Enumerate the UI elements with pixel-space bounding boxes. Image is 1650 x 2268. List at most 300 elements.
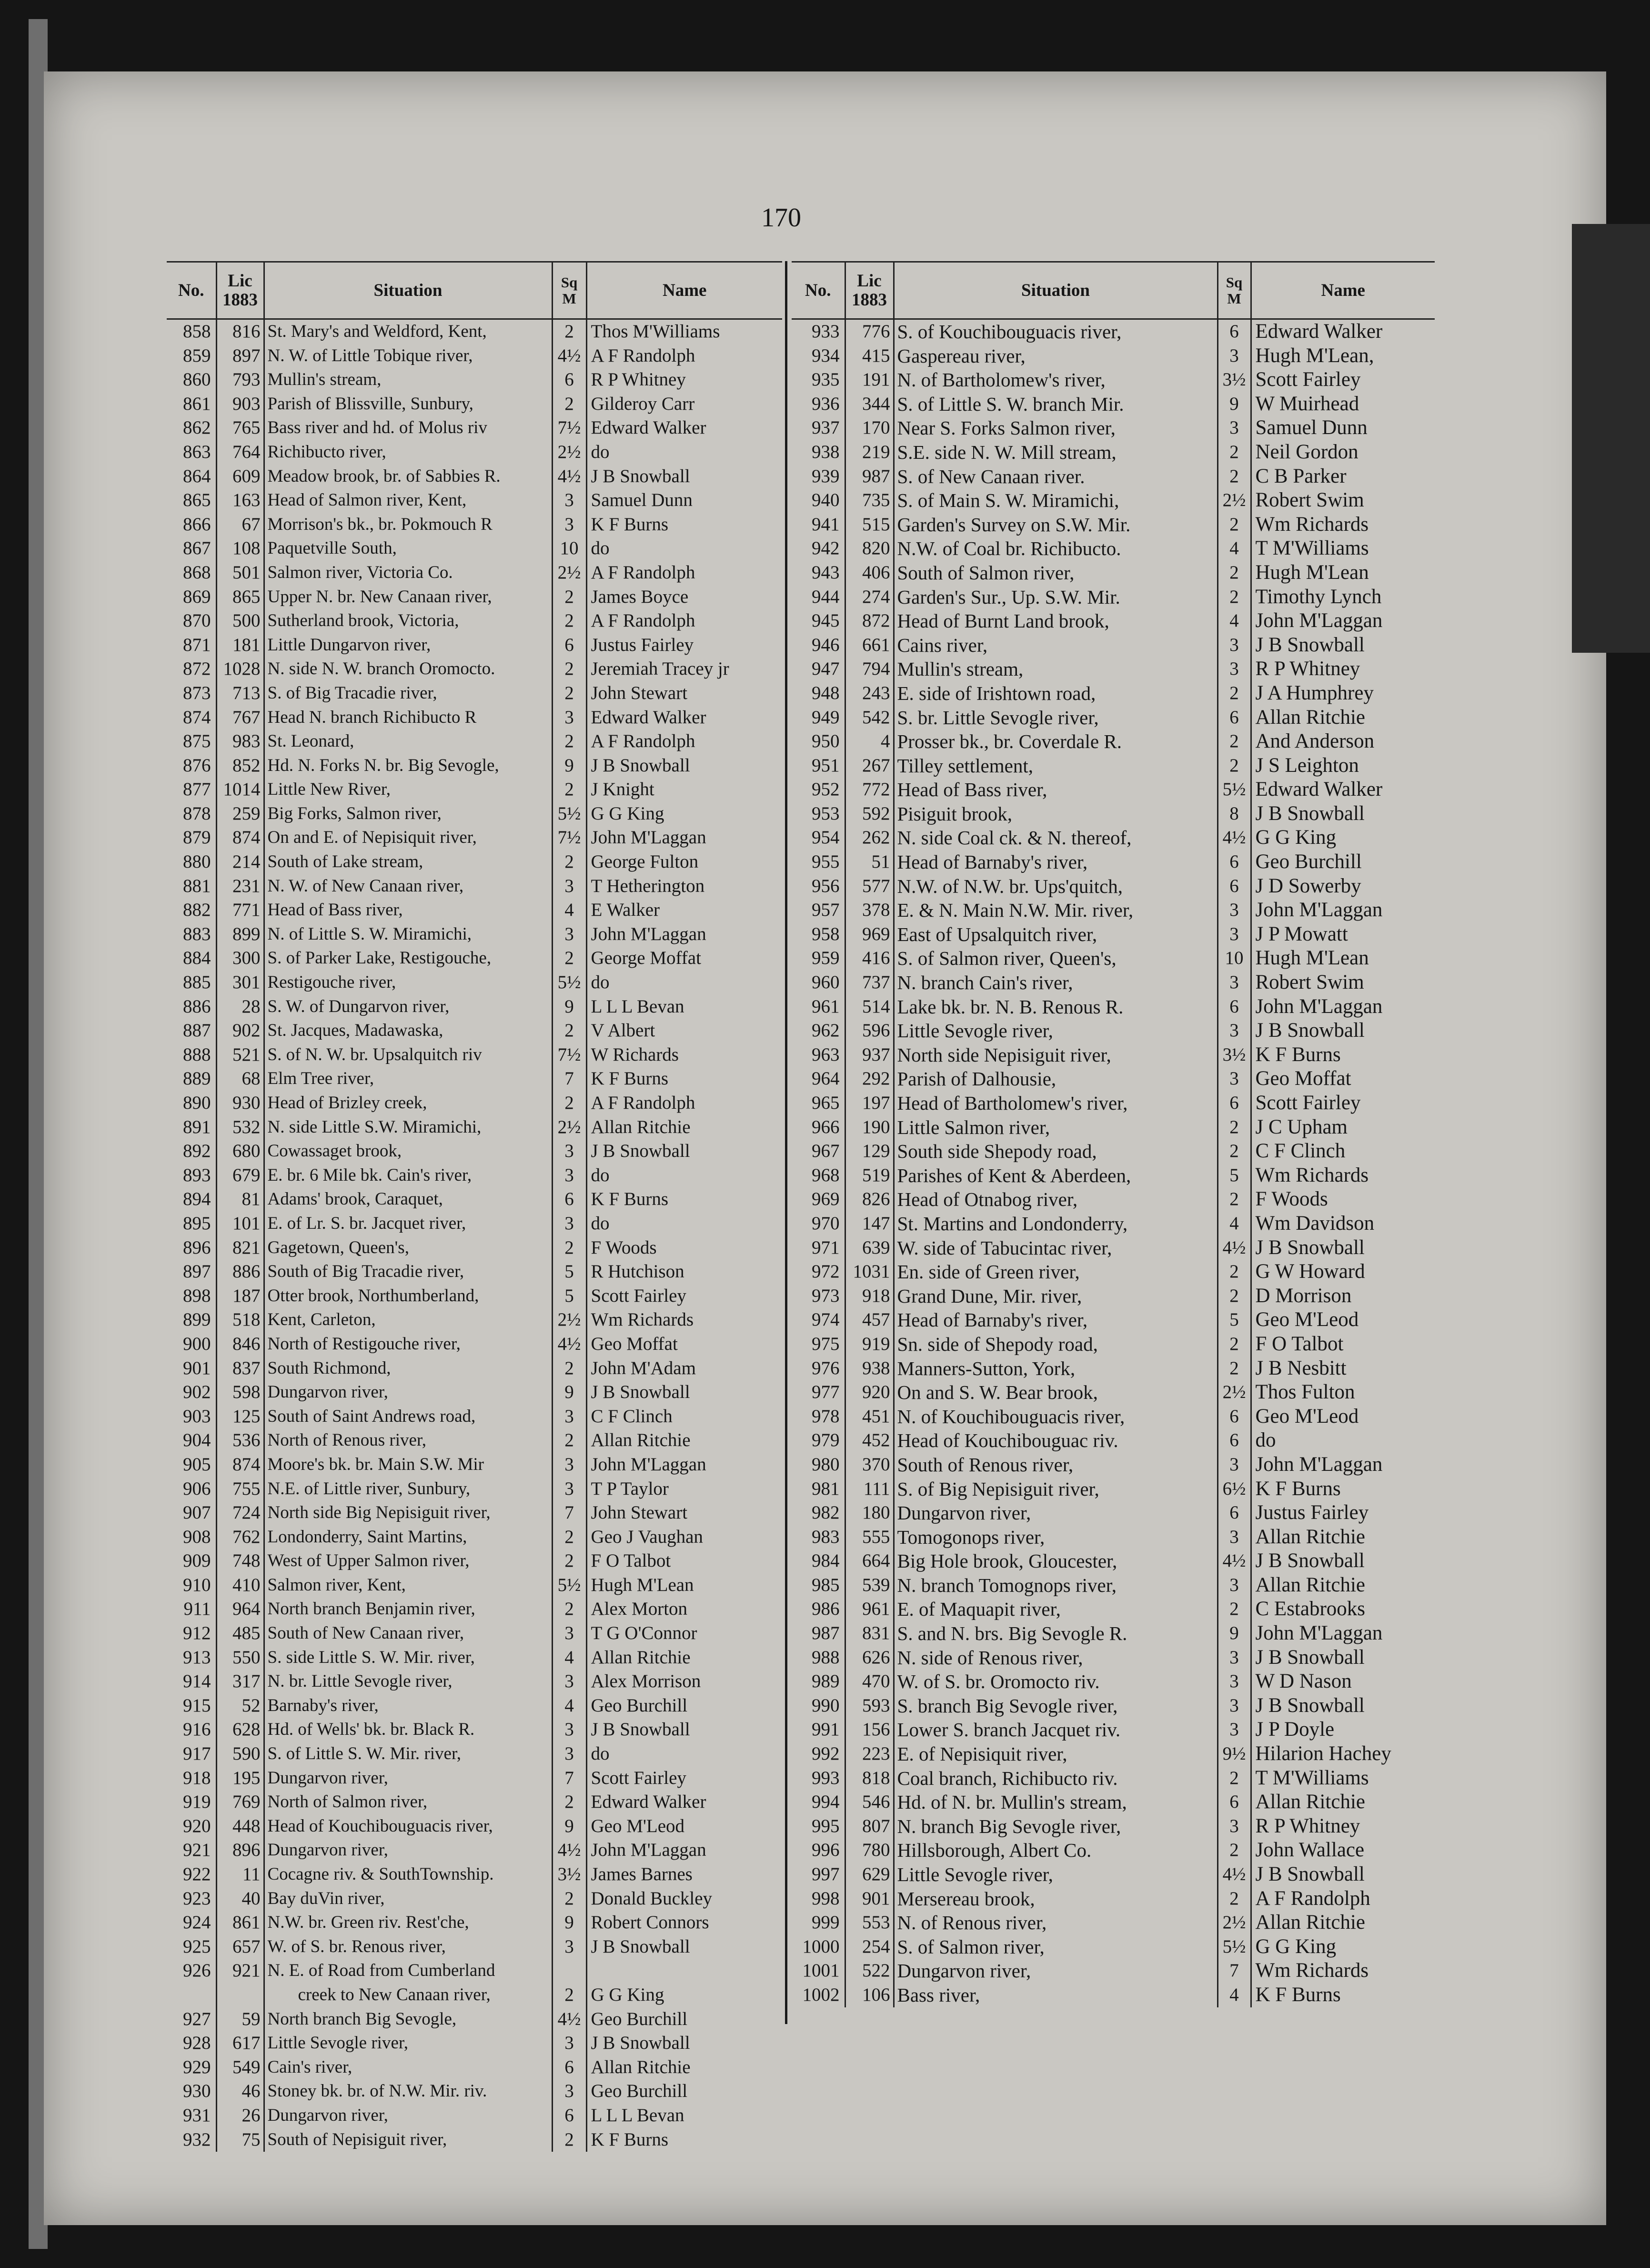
table-row [167, 1790, 782, 1814]
table-row [792, 778, 1435, 802]
entry-number: 906 [167, 1477, 216, 1501]
entry-number: 997 [792, 1863, 845, 1887]
licensee-name: J P Doyle [1255, 1718, 1335, 1741]
licensee-name: J B Nesbitt [1255, 1357, 1347, 1379]
license-number: 846 [216, 1332, 264, 1357]
square-miles: 3 [552, 488, 586, 513]
license-number: 899 [216, 922, 264, 947]
license-number: 964 [216, 1597, 264, 1621]
licensee-name: Jeremiah Tracey jr [591, 658, 729, 679]
table-row [792, 1983, 1435, 2007]
license-number: 938 [845, 1357, 894, 1381]
square-miles: 4½ [552, 2007, 586, 2032]
square-miles: 3 [552, 1405, 586, 1429]
entry-number: 948 [792, 681, 845, 706]
situation: Head N. branch Richibucto R [264, 706, 552, 730]
entry-number: 944 [792, 585, 845, 609]
table-row [792, 465, 1435, 489]
license-number: 108 [216, 537, 264, 561]
license-number: 820 [845, 537, 894, 561]
situation: S.E. side N. W. Mill stream, [894, 440, 1217, 465]
square-miles: 9 [552, 1911, 586, 1935]
table-row [167, 1405, 782, 1429]
table-row [167, 1332, 782, 1357]
header-sq: Sq M [1217, 262, 1251, 319]
licensee-name: Thos M'Williams [591, 321, 720, 342]
licensee-name: Wm Richards [1255, 1959, 1369, 1982]
license-number: 826 [845, 1187, 894, 1212]
situation: On and S. W. Bear brook, [894, 1380, 1217, 1405]
entry-number: 882 [167, 898, 216, 922]
square-miles: 2 [1217, 1766, 1251, 1791]
situation: Manners-Sutton, York, [894, 1357, 1217, 1381]
situation: Dungarvon river, [264, 1380, 552, 1405]
license-number: 231 [216, 874, 264, 899]
license-number: 500 [216, 609, 264, 633]
situation: East of Upsalquitch river, [894, 922, 1217, 947]
entry-number: 999 [792, 1911, 845, 1935]
licensee-name: Scott Fairley [591, 1285, 686, 1306]
license-number: 1028 [216, 657, 264, 681]
square-miles: 6 [1217, 706, 1251, 730]
licensee-name: T Hetherington [591, 875, 705, 896]
table-row [167, 1477, 782, 1501]
licensee-name: Allan Ritchie [591, 1116, 691, 1137]
entry-number: 947 [792, 657, 845, 681]
entry-number: 909 [167, 1549, 216, 1573]
license-number: 765 [216, 416, 264, 440]
situation: N. W. of Little Tobique river, [264, 344, 552, 368]
situation: Head of Otnabog river, [894, 1187, 1217, 1212]
situation: S. of New Canaan river. [894, 465, 1217, 489]
table-row [792, 754, 1435, 778]
entry-number: 888 [167, 1043, 216, 1067]
license-number: 28 [216, 995, 264, 1019]
license-number: 378 [845, 898, 894, 922]
square-miles: 4½ [552, 344, 586, 368]
situation: Bass river and hd. of Molus riv [264, 416, 552, 440]
entry-number: 876 [167, 754, 216, 778]
license-number: 987 [845, 465, 894, 489]
entry-number: 872 [167, 657, 216, 681]
situation: Dungarvon river, [264, 1766, 552, 1791]
situation: Garden's Sur., Up. S.W. Mir. [894, 585, 1217, 609]
licensee-name: J B Snowball [1255, 1236, 1365, 1259]
license-number: 748 [216, 1549, 264, 1573]
situation: E. of Nepisiquit river, [894, 1742, 1217, 1766]
situation: Barnaby's river, [264, 1694, 552, 1718]
entry-number: 993 [792, 1766, 845, 1791]
licensee-name: T P Taylor [591, 1478, 669, 1499]
situation: Head of Burnt Land brook, [894, 609, 1217, 633]
square-miles: 6 [1217, 1501, 1251, 1525]
license-number: 609 [216, 465, 264, 489]
licensee-name: J Knight [591, 779, 654, 800]
license-number: 219 [845, 440, 894, 465]
situation: Hd. of Wells' bk. br. Black R. [264, 1718, 552, 1742]
situation: Head of Bass river, [894, 778, 1217, 802]
licensee-name: A F Randolph [1255, 1887, 1370, 1910]
situation: Hd. of N. br. Mullin's stream, [894, 1790, 1217, 1814]
licensee-name: do [591, 1213, 610, 1234]
entry-number: 938 [792, 440, 845, 465]
situation: North of Restigouche river, [264, 1332, 552, 1357]
license-number: 771 [216, 898, 264, 922]
table-row [792, 1260, 1435, 1284]
situation: N. side N. W. branch Oromocto. [264, 657, 552, 681]
licensee-name: L L L Bevan [591, 2105, 684, 2126]
square-miles: 6 [1217, 319, 1251, 344]
table-row [792, 633, 1435, 658]
situation: South of New Canaan river, [264, 1621, 552, 1646]
licensee-name: G G King [1255, 826, 1337, 849]
table-row [167, 344, 782, 368]
licensee-name: J B Snowball [591, 466, 690, 486]
licensee-name: T M'Williams [1255, 537, 1369, 560]
situation: S. W. of Dungarvon river, [264, 995, 552, 1019]
entry-number: 926 [167, 1959, 216, 1983]
column-divider [785, 261, 787, 2024]
situation: Lower S. branch Jacquet riv. [894, 1718, 1217, 1742]
table-row [167, 1718, 782, 1742]
square-miles: 9 [552, 1814, 586, 1839]
licensee-name: Edward Walker [1255, 778, 1383, 801]
license-number: 190 [845, 1115, 894, 1140]
licensee-name: J A Humphrey [1255, 681, 1374, 704]
situation: Bay duVin river, [264, 1887, 552, 1911]
licensee-name: Allan Ritchie [1255, 1791, 1365, 1813]
entry-number: 930 [167, 2079, 216, 2104]
entry-number: 914 [167, 1670, 216, 1694]
table-row [792, 1428, 1435, 1453]
situation: South of Big Tracadie river, [264, 1260, 552, 1284]
license-number: 267 [845, 754, 894, 778]
licensee-name: J C Upham [1255, 1115, 1348, 1138]
situation: On and E. of Nepisiquit river, [264, 826, 552, 850]
table-row [792, 1911, 1435, 1935]
situation: Dungarvon river, [264, 1838, 552, 1863]
licensee-name: do [591, 1743, 610, 1764]
table-row [167, 754, 782, 778]
entry-number: 980 [792, 1453, 845, 1477]
entry-number: 952 [792, 778, 845, 802]
licensee-name: Hugh M'Lean [1255, 561, 1369, 584]
license-number: 553 [845, 1911, 894, 1935]
licensee-name: F Woods [1255, 1188, 1328, 1211]
square-miles: 2 [552, 1236, 586, 1260]
table-row [792, 802, 1435, 826]
square-miles: 6 [1217, 1091, 1251, 1115]
square-miles: 5 [1217, 1164, 1251, 1188]
situation: Otter brook, Northumberland, [264, 1284, 552, 1308]
situation: S. of Salmon river, Queen's, [894, 946, 1217, 971]
table-row [792, 729, 1435, 754]
entry-number: 933 [792, 319, 845, 344]
square-miles: 2 [1217, 1139, 1251, 1164]
license-number: 223 [845, 1742, 894, 1766]
situation: N. side of Renous river, [894, 1646, 1217, 1670]
table-row [167, 850, 782, 874]
square-miles: 3 [1217, 922, 1251, 947]
header-no: No. [167, 262, 216, 319]
licensee-name: Geo Burchill [591, 2008, 688, 2029]
entry-number: 921 [167, 1838, 216, 1863]
license-number: 901 [845, 1887, 894, 1911]
entry-number: 898 [167, 1284, 216, 1308]
table-row [167, 440, 782, 465]
situation: E. & N. Main N.W. Mir. river, [894, 898, 1217, 922]
situation: Mullin's stream, [264, 368, 552, 392]
square-miles: 2 [1217, 1887, 1251, 1911]
square-miles: 2 [552, 2128, 586, 2152]
entry-number: 991 [792, 1718, 845, 1742]
square-miles: 2 [552, 585, 586, 609]
license-number: 831 [845, 1621, 894, 1646]
entry-number: 893 [167, 1164, 216, 1188]
square-miles: 2 [1217, 585, 1251, 609]
situation: Dungarvon river, [894, 1959, 1217, 1983]
licensee-name: Allan Ritchie [591, 1430, 691, 1451]
square-miles: 2 [552, 1549, 586, 1573]
table-row [792, 1043, 1435, 1067]
square-miles: 2 [1217, 681, 1251, 706]
square-miles: 2 [552, 319, 586, 344]
license-number: 129 [845, 1139, 894, 1164]
entry-number: 969 [792, 1187, 845, 1212]
entry-number: 970 [792, 1212, 845, 1236]
licensee-name: J P Mowatt [1255, 922, 1348, 945]
license-number: 755 [216, 1477, 264, 1501]
entry-number: 912 [167, 1621, 216, 1646]
entry-number: 939 [792, 465, 845, 489]
licensee-name: Allan Ritchie [591, 2056, 691, 2077]
entry-number: 865 [167, 488, 216, 513]
table-row [792, 1357, 1435, 1381]
licensee-name: Neil Gordon [1255, 440, 1358, 463]
table-row [167, 946, 782, 971]
license-number: 147 [845, 1212, 894, 1236]
square-miles: 3 [1217, 1694, 1251, 1718]
license-number: 617 [216, 2031, 264, 2055]
license-number: 555 [845, 1525, 894, 1549]
entry-number: 861 [167, 392, 216, 416]
table-row [167, 561, 782, 585]
situation: N. branch Tomognops river, [894, 1573, 1217, 1598]
square-miles: 2 [1217, 1332, 1251, 1357]
license-number: 550 [216, 1646, 264, 1670]
license-number: 254 [845, 1935, 894, 1959]
square-miles: 2 [1217, 1187, 1251, 1212]
license-number: 852 [216, 754, 264, 778]
entry-number: 978 [792, 1405, 845, 1429]
license-number: 861 [216, 1911, 264, 1935]
licensee-name: Robert Connors [591, 1912, 709, 1933]
licensee-name: Geo M'Leod [1255, 1308, 1359, 1331]
square-miles: 4½ [1217, 1863, 1251, 1887]
table-row [792, 681, 1435, 706]
entry-number: 862 [167, 416, 216, 440]
entry-number: 975 [792, 1332, 845, 1357]
license-number: 639 [845, 1236, 894, 1260]
table-row [792, 1814, 1435, 1839]
license-number: 592 [845, 802, 894, 826]
square-miles: 2 [552, 850, 586, 874]
entry-number: 949 [792, 706, 845, 730]
license-number: 40 [216, 1887, 264, 1911]
entry-number: 871 [167, 633, 216, 658]
situation: Tilley settlement, [894, 754, 1217, 778]
square-miles: 3 [552, 1212, 586, 1236]
table-row [167, 1983, 782, 2007]
square-miles: 3½ [1217, 368, 1251, 392]
license-number: 410 [216, 1573, 264, 1598]
table-row [792, 1790, 1435, 1814]
situation: creek to New Canaan river, [264, 1983, 552, 2007]
license-number: 679 [216, 1164, 264, 1188]
situation: N. side Coal ck. & N. thereof, [894, 826, 1217, 850]
square-miles: 3 [1217, 657, 1251, 681]
licensee-name: G W Howard [1255, 1260, 1365, 1283]
situation: N. branch Cain's river, [894, 971, 1217, 995]
license-number: 292 [845, 1067, 894, 1091]
license-number: 515 [845, 513, 894, 537]
situation: Cowassaget brook, [264, 1139, 552, 1164]
table-row [167, 1742, 782, 1766]
table-body-left [167, 319, 782, 2152]
license-number: 657 [216, 1935, 264, 1959]
adjacent-page-strip [1572, 224, 1650, 653]
entry-number: 940 [792, 488, 845, 513]
square-miles: 3 [552, 1670, 586, 1694]
table-row [167, 1067, 782, 1091]
licensee-name: K F Burns [1255, 1983, 1341, 2006]
licensee-name: Allan Ritchie [1255, 1573, 1365, 1596]
table-row [167, 1091, 782, 1115]
license-number: 344 [845, 392, 894, 416]
entry-number: 885 [167, 971, 216, 995]
square-miles: 6 [1217, 1428, 1251, 1453]
entry-number: 950 [792, 729, 845, 754]
square-miles: 9 [552, 995, 586, 1019]
square-miles: 2 [552, 778, 586, 802]
license-number: 457 [845, 1308, 894, 1332]
square-miles: 3 [552, 706, 586, 730]
square-miles: 2 [1217, 754, 1251, 778]
square-miles: 2 [552, 1597, 586, 1621]
entry-number: 932 [167, 2128, 216, 2152]
situation: North of Salmon river, [264, 1790, 552, 1814]
table-row [792, 1019, 1435, 1043]
square-miles: 4½ [552, 1332, 586, 1357]
situation: Elm Tree river, [264, 1067, 552, 1091]
square-miles: 9 [1217, 1621, 1251, 1646]
table-row [167, 1453, 782, 1477]
license-number: 301 [216, 971, 264, 995]
table-row [792, 1694, 1435, 1718]
table-row [792, 1646, 1435, 1670]
licensee-name: T M'Williams [1255, 1766, 1369, 1789]
entry-number: 941 [792, 513, 845, 537]
entry-number: 994 [792, 1790, 845, 1814]
situation: Parishes of Kent & Aberdeen, [894, 1164, 1217, 1188]
entry-number: 995 [792, 1814, 845, 1839]
situation: Big Forks, Salmon river, [264, 802, 552, 826]
situation: N. of Renous river, [894, 1911, 1217, 1935]
table-row [167, 1164, 782, 1188]
situation: N. W. of New Canaan river, [264, 874, 552, 899]
license-number: 125 [216, 1405, 264, 1429]
entry-number: 922 [167, 1863, 216, 1887]
table-row [167, 729, 782, 754]
license-number: 470 [845, 1670, 894, 1694]
situation: Hillsborough, Albert Co. [894, 1838, 1217, 1863]
table-row [792, 1477, 1435, 1501]
licensee-name [586, 1959, 782, 1983]
licensee-name: A F Randolph [591, 731, 695, 752]
entry-number: 972 [792, 1260, 845, 1284]
licensee-name: Gilderoy Carr [591, 393, 695, 414]
licensee-name: Edward Walker [591, 417, 706, 438]
entry-number: 979 [792, 1428, 845, 1453]
licensee-name: Geo Moffat [591, 1333, 678, 1354]
license-number: 163 [216, 488, 264, 513]
licensee-name: K F Burns [1255, 1477, 1341, 1500]
license-number: 769 [216, 1790, 264, 1814]
license-number: 106 [845, 1983, 894, 2007]
table-row [792, 826, 1435, 850]
license-number: 897 [216, 344, 264, 368]
situation: Head of Brizley creek, [264, 1091, 552, 1115]
license-number: 59 [216, 2007, 264, 2032]
entry-number: 965 [792, 1091, 845, 1115]
licensee-name: J B Snowball [1255, 1646, 1365, 1669]
table-row [167, 392, 782, 416]
table-row [167, 1308, 782, 1332]
license-number: 81 [216, 1187, 264, 1212]
licensee-name: A F Randolph [591, 610, 695, 631]
license-number: 448 [216, 1814, 264, 1839]
licensee-name: Allan Ritchie [1255, 1525, 1365, 1548]
table-row [167, 1428, 782, 1453]
licensee-name: Allan Ritchie [1255, 1911, 1365, 1934]
square-miles: 3 [1217, 344, 1251, 368]
license-number: 262 [845, 826, 894, 850]
entry-number: 919 [167, 1790, 216, 1814]
licensee-name: John Stewart [591, 682, 688, 703]
licensee-name: D Morrison [1255, 1284, 1352, 1307]
entry-number: 924 [167, 1911, 216, 1935]
table-row [167, 874, 782, 899]
license-number: 406 [845, 561, 894, 585]
entry-number: 958 [792, 922, 845, 947]
square-miles: 2 [1217, 1357, 1251, 1381]
table-row [792, 416, 1435, 440]
entry-number: 884 [167, 946, 216, 971]
license-number: 818 [845, 1766, 894, 1791]
square-miles: 2 [1217, 1597, 1251, 1621]
situation: Grand Dune, Mir. river, [894, 1284, 1217, 1308]
license-number: 593 [845, 1694, 894, 1718]
entry-number: 896 [167, 1236, 216, 1260]
table-row [167, 1187, 782, 1212]
table-row [792, 344, 1435, 368]
square-miles: 3 [1217, 1718, 1251, 1742]
header-name: Name [1251, 262, 1435, 319]
square-miles: 2 [552, 946, 586, 971]
license-number: 874 [216, 1453, 264, 1477]
license-number: 518 [216, 1308, 264, 1332]
square-miles: 5 [552, 1260, 586, 1284]
